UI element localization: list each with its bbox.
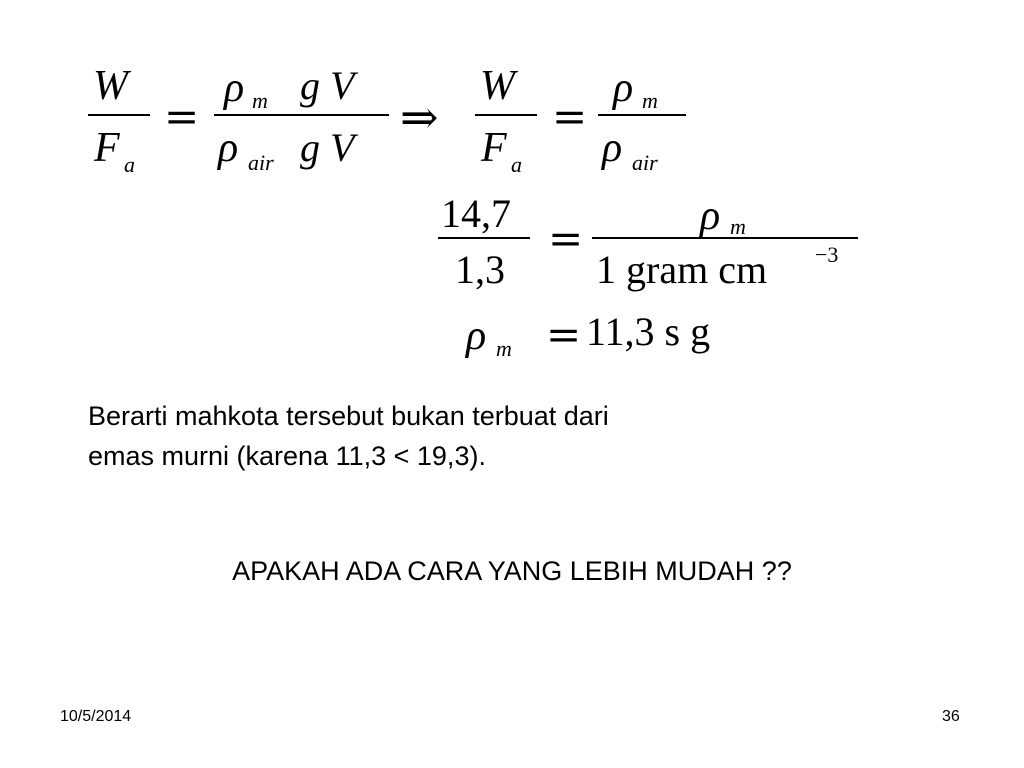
fraction-bar bbox=[475, 114, 537, 116]
equals-sign: = bbox=[548, 214, 584, 263]
rho-symbol: ρ bbox=[218, 125, 239, 171]
equals-sign: = bbox=[546, 310, 582, 359]
rho-symbol: ρ bbox=[224, 65, 245, 111]
page-number: 36 bbox=[942, 708, 960, 725]
fraction-numerator: W bbox=[93, 63, 128, 109]
superscript: −3 bbox=[815, 242, 839, 267]
rho-symbol: ρ bbox=[700, 193, 721, 239]
equals-sign: = bbox=[164, 92, 200, 141]
fraction-numerator: 14,7 bbox=[441, 191, 511, 236]
subscript: a bbox=[124, 152, 135, 177]
numerator-text: g V bbox=[300, 63, 355, 108]
subscript: m bbox=[642, 88, 658, 113]
equals-sign: = bbox=[552, 92, 588, 141]
fraction-denominator: F bbox=[481, 125, 507, 171]
subscript: m bbox=[730, 214, 746, 239]
fraction-bar bbox=[598, 114, 686, 116]
fraction-bar bbox=[592, 237, 858, 239]
subscript: air bbox=[248, 150, 274, 175]
subscript: air bbox=[632, 150, 658, 175]
fraction-denominator: 1,3 bbox=[455, 247, 505, 292]
rho-symbol: ρ bbox=[602, 125, 623, 171]
result-value: 11,3 s g bbox=[586, 309, 711, 354]
fraction-denominator: 1 gram cm bbox=[596, 247, 768, 292]
fraction-bar bbox=[88, 114, 150, 116]
conclusion-line-2: emas murni (karena 11,3 < 19,3). bbox=[88, 441, 486, 471]
conclusion-line-1: Berarti mahkota tersebut bukan terbuat dari bbox=[88, 401, 609, 431]
subscript: a bbox=[511, 152, 522, 177]
subscript: m bbox=[496, 336, 512, 361]
fraction-bar bbox=[438, 237, 530, 239]
fraction-denominator: F bbox=[94, 125, 120, 171]
rho-symbol: ρ bbox=[466, 313, 487, 359]
question-text: APAKAH ADA CARA YANG LEBIH MUDAH ?? bbox=[232, 556, 792, 586]
subscript: m bbox=[252, 88, 268, 113]
denominator-text: g V bbox=[300, 125, 355, 170]
fraction-numerator: W bbox=[480, 63, 515, 109]
implies-arrow-icon: ⇒ bbox=[400, 90, 439, 144]
footer-date: 10/5/2014 bbox=[60, 708, 132, 725]
rho-symbol: ρ bbox=[613, 65, 634, 111]
fraction-bar bbox=[214, 114, 389, 116]
